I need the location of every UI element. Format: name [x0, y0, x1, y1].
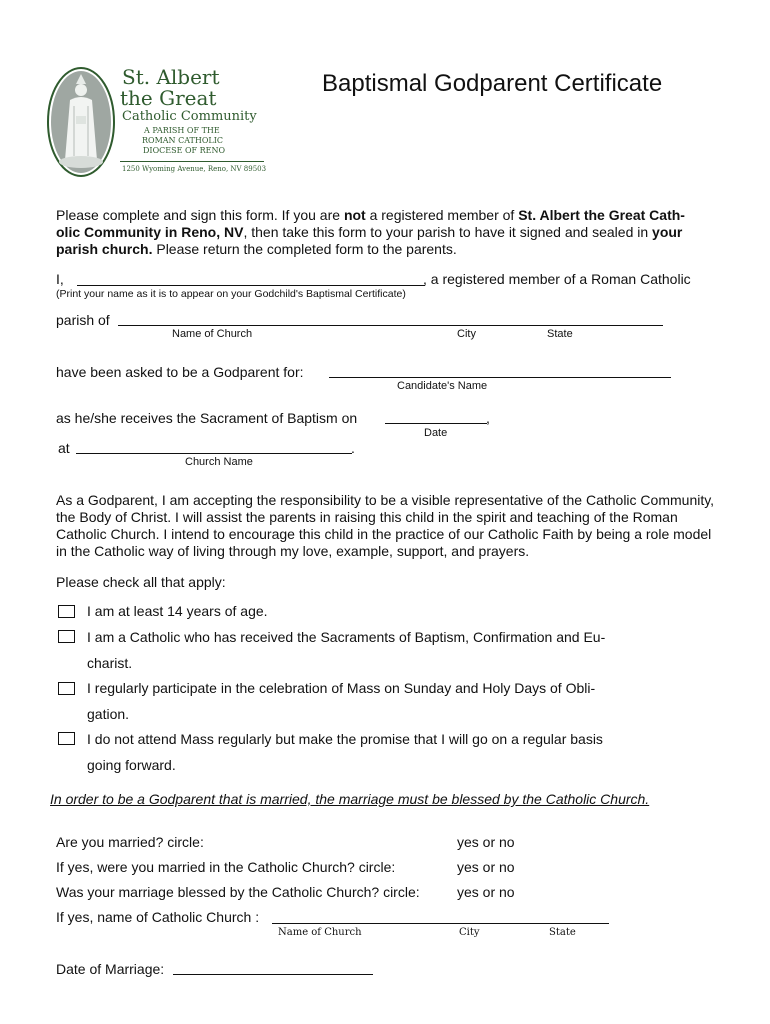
intro-bold-not: not — [343, 207, 366, 223]
logo-line-4: A PARISH OF THE — [144, 126, 220, 135]
checkbox-sacraments[interactable] — [58, 630, 75, 643]
church-name-caption: Church Name — [185, 456, 253, 468]
logo-line-2: the Great — [120, 86, 217, 110]
intro-text-4: Please return the completed form to the parents. — [152, 241, 457, 257]
question-married: Are you married? circle: — [56, 834, 204, 850]
check-age-label: I am at least 14 years of age. — [87, 603, 268, 619]
answer-married-church[interactable]: yes or no — [457, 859, 515, 875]
logo-line-1: St. Albert — [122, 65, 220, 89]
check-sacraments-label: I am a Catholic who has received the Sacraments of Baptism, Confirmation and Eu- — [87, 629, 606, 645]
check-heading: Please check all that apply: — [56, 574, 226, 590]
candidate-name-field[interactable] — [329, 377, 671, 378]
parish-caption-state: State — [547, 328, 573, 340]
question-blessed: Was your marriage blessed by the Catholic Church? circle: — [56, 884, 420, 900]
intro-text-3: , then take this form to your parish to have it signed and sealed in — [243, 224, 653, 240]
marriage-caption-city: City — [459, 927, 480, 938]
marriage-church-field[interactable] — [272, 923, 609, 924]
marriage-caption-state: State — [549, 927, 576, 938]
logo-line-5: ROMAN CATHOLIC — [142, 136, 224, 145]
check-promise-label: I do not attend Mass regularly but make the promise that I will go on a regular basis — [87, 731, 603, 747]
intro-bold-parish: St. Albert the Great Cath- — [518, 207, 685, 223]
intro-text-2: a registered member of — [365, 207, 519, 223]
baptism-date-field[interactable] — [385, 423, 487, 424]
at-period: . — [351, 440, 355, 456]
date-caption: Date — [424, 427, 448, 439]
logo-divider — [120, 161, 264, 162]
intro-bold-your: your — [652, 224, 683, 240]
check-promise-label-2: going forward. — [87, 757, 176, 773]
checkbox-promise[interactable] — [58, 732, 75, 745]
logo-address: 1250 Wyoming Avenue, Reno, NV 89503 — [122, 165, 267, 173]
date-of-marriage-field[interactable] — [173, 974, 373, 975]
at-prefix: at — [58, 440, 70, 456]
logo-line-3: Catholic Community — [122, 109, 257, 124]
parish-field[interactable] — [118, 325, 663, 326]
parish-logo — [46, 66, 278, 178]
intro-text-1: Please complete and sign this form. If you are — [56, 207, 344, 223]
check-mass-label-2: gation. — [87, 706, 130, 722]
intro-paragraph — [56, 207, 746, 258]
checkbox-mass[interactable] — [58, 682, 75, 695]
date-of-marriage-label: Date of Marriage: — [56, 961, 165, 977]
parish-caption-city: City — [457, 328, 476, 340]
godparent-name-field[interactable] — [77, 285, 425, 286]
checkbox-age[interactable] — [58, 605, 75, 618]
logo-line-6: DIOCESE OF RENO — [143, 146, 226, 155]
statue-icon — [46, 66, 116, 178]
parish-caption-church: Name of Church — [172, 328, 253, 340]
married-note: In order to be a Godparent that is married, the marriage must be blessed by the Catholic Church. — [50, 791, 650, 807]
candidate-caption: Candidate's Name — [397, 380, 488, 392]
baptism-comma: , — [486, 410, 490, 426]
responsibility-paragraph: As a Godparent, I am accepting the responsibility to be a visible representative of the Catholic Community, the Body of Christ. I will assist the parents in raising this child in the spirit and teaching of the Roman Catholic Church. I intend to encourage this child in the practice of our Catholic Faith by being a role model in the Catholic way of living through my love, example, support, and prayers. — [56, 492, 715, 559]
baptism-church-field[interactable] — [76, 453, 352, 454]
answer-blessed[interactable]: yes or no — [457, 884, 515, 900]
question-married-church: If yes, were you married in the Catholic Church? circle: — [56, 859, 396, 875]
name-prefix: I, — [56, 271, 64, 287]
intro-bold-parish-church: parish church. — [56, 241, 153, 257]
name-suffix: , a registered member of a Roman Catholic — [423, 271, 691, 287]
answer-married[interactable]: yes or no — [457, 834, 515, 850]
intro-bold-parish-2: olic Community in Reno, NV — [56, 224, 244, 240]
marriage-church-prefix: If yes, name of Catholic Church : — [56, 909, 260, 925]
name-caption: (Print your name as it is to appear on your Godchild's Baptismal Certificate) — [56, 288, 406, 300]
baptism-prefix: as he/she receives the Sacrament of Baptism on — [56, 410, 358, 426]
marriage-caption-church: Name of Church — [278, 927, 362, 938]
parish-prefix: parish of — [56, 312, 110, 328]
check-mass-label: I regularly participate in the celebration of Mass on Sunday and Holy Days of Obli- — [87, 680, 596, 696]
page-title: Baptismal Godparent Certificate — [322, 70, 663, 97]
godparent-for-prefix: have been asked to be a Godparent for: — [56, 364, 304, 380]
check-sacraments-label-2: charist. — [87, 655, 133, 671]
